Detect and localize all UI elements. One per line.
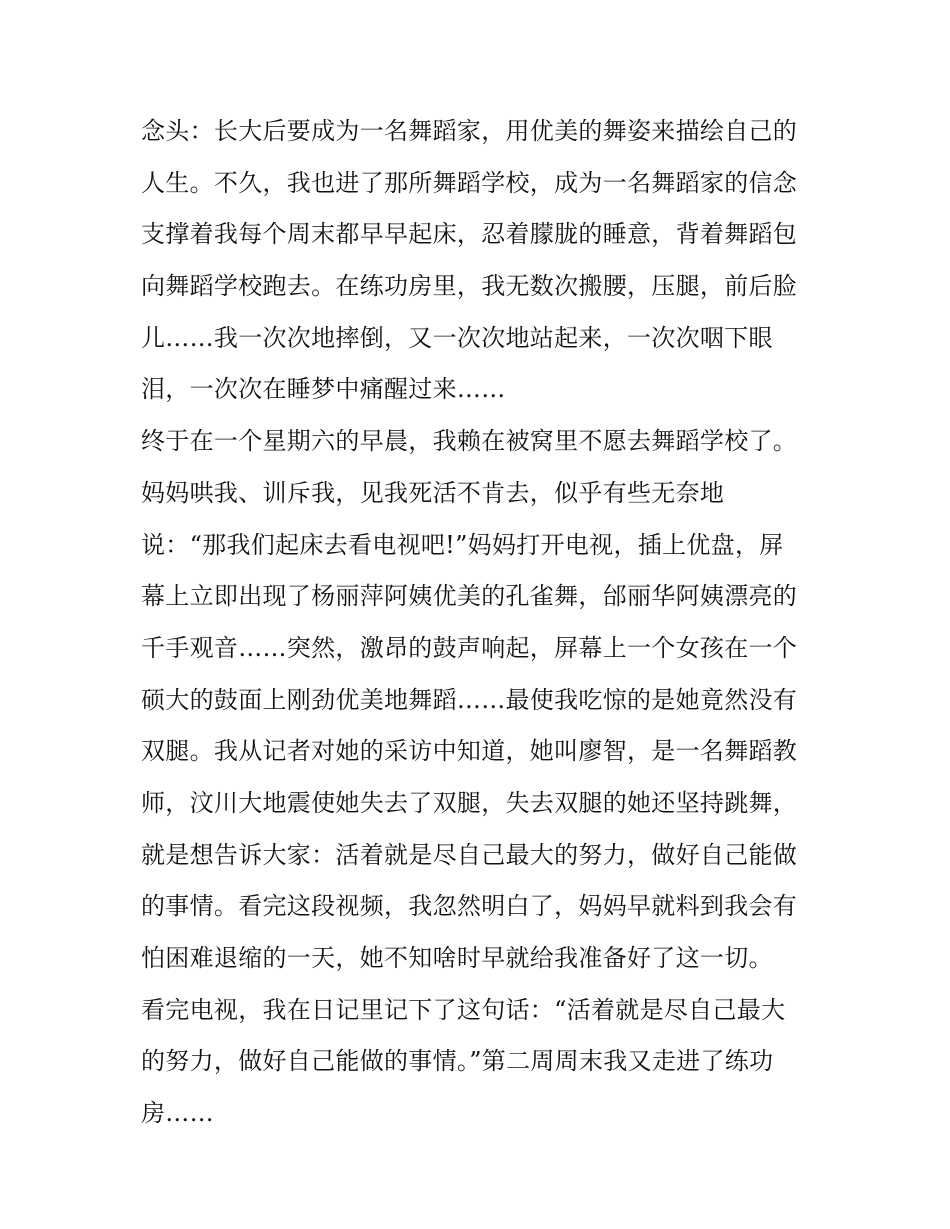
text-line: 看完电视，我在日记里记下了这句话：“活着就是尽自己最大 — [141, 995, 786, 1024]
text-line: 儿……我一次次地摔倒，又一次次地站起来，一次次咽下眼 — [141, 323, 773, 352]
text-line: 的事情。看完这段视频，我忽然明白了，妈妈早就料到我会有 — [141, 892, 798, 921]
text-line: 硕大的鼓面上刚劲优美地舞蹈……最使我吃惊的是她竟然没有 — [141, 685, 798, 714]
text-line: 就是想告诉大家：活着就是尽自己最大的努力，做好自己能做 — [141, 840, 798, 869]
text-line: 人生。不久，我也进了那所舞蹈学校，成为一名舞蹈家的信念 — [141, 168, 798, 197]
text-line: 支撑着我每个周末都早早起床，忍着朦胧的睡意，背着舞蹈包 — [141, 220, 798, 249]
text-line: 师，汶川大地震使她失去了双腿，失去双腿的她还坚持跳舞， — [141, 788, 798, 817]
text-line: 怕困难退缩的一天，她不知啥时早就给我准备好了这一切。 — [141, 944, 773, 972]
text-line: 泪，一次次在睡梦中痛醒过来…… — [141, 375, 506, 404]
text-line: 双腿。我从记者对她的采访中知道，她叫廖智，是一名舞蹈教 — [141, 737, 798, 766]
text-line: 幕上立即出现了杨丽萍阿姨优美的孔雀舞，邰丽华阿姨漂亮的 — [141, 582, 798, 611]
text-line: 千手观音……突然，激昂的鼓声响起，屏幕上一个女孩在一个 — [141, 633, 798, 662]
text-line: 念头：长大后要成为一名舞蹈家，用优美的舞姿来描绘自己的 — [141, 117, 798, 145]
text-line: 说：“那我们起床去看电视吧!”妈妈打开电视，插上优盘，屏 — [141, 530, 784, 559]
text-line: 房…… — [141, 1099, 214, 1128]
text-line: 的努力，做好自己能做的事情。”第二周周末我又走进了练功 — [141, 1047, 774, 1076]
text-line: 终于在一个星期六的早晨，我赖在被窝里不愿去舞蹈学校了。 — [141, 427, 798, 456]
essay-body — [141, 106, 821, 1140]
text-line: 妈妈哄我、训斥我，见我死活不肯去，似乎有些无奈地 — [141, 478, 725, 507]
text-line: 向舞蹈学校跑去。在练功房里，我无数次搬腰，压腿，前后脸 — [141, 272, 798, 301]
